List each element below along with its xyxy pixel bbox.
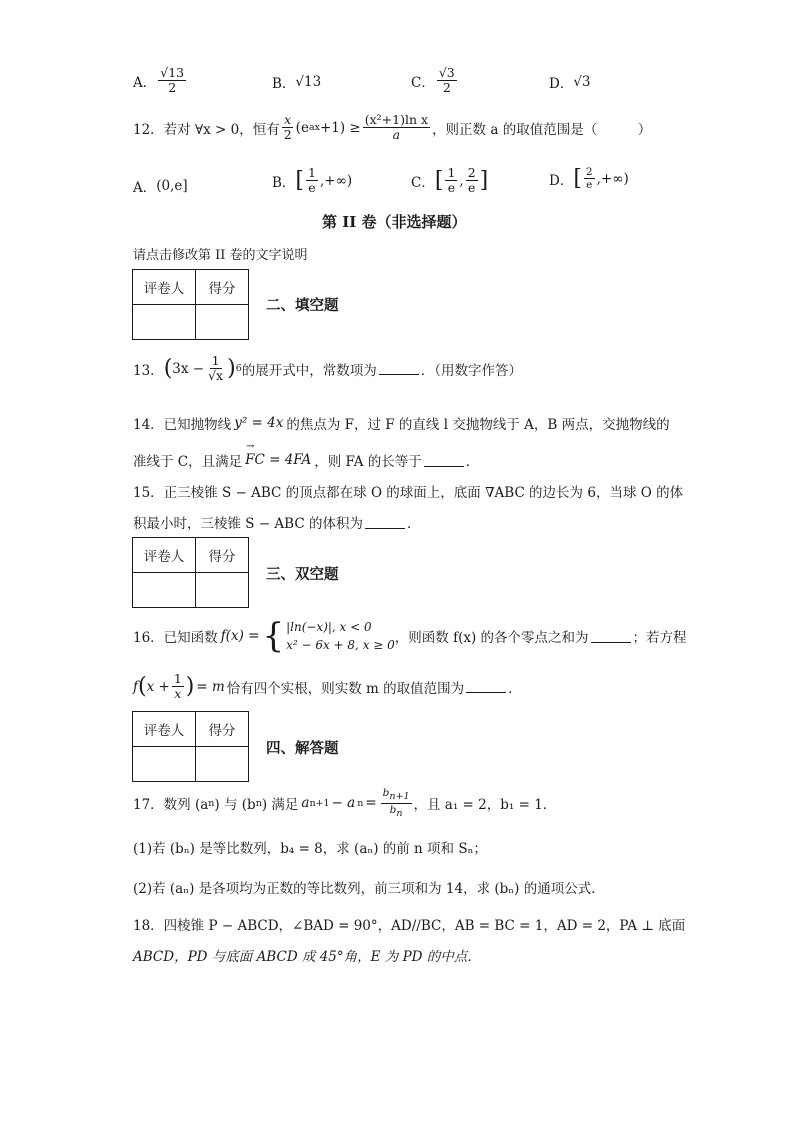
- option-value: √3: [573, 74, 591, 90]
- exponent: ax: [308, 122, 320, 134]
- bracket-open: [: [434, 167, 444, 193]
- q11-option-d: [549, 72, 591, 92]
- numerator: (x²+1)ln x: [364, 112, 429, 127]
- q16-f: f: [133, 678, 138, 695]
- case: x² − 6x + 8, x ≥ 0: [286, 638, 395, 652]
- q16-text: ．: [508, 680, 522, 697]
- fraction: [363, 113, 430, 143]
- numerator: 2: [467, 165, 476, 180]
- score-cell-score[interactable]: [196, 747, 249, 782]
- q17-text: ) 与 (b: [214, 797, 256, 814]
- fraction: [158, 66, 186, 96]
- numerator: √13: [160, 65, 185, 80]
- denominator: e: [447, 180, 456, 196]
- answer-blank[interactable]: [466, 680, 506, 693]
- brace: {: [262, 616, 285, 656]
- option-value: (0,e]: [156, 178, 188, 194]
- numerator: bn+1: [382, 787, 410, 802]
- option-value: √13: [295, 74, 322, 90]
- denominator: a: [392, 127, 401, 143]
- fraction: [306, 166, 318, 196]
- question-17-part-2: (2)若 (aₙ) 是各项均为正数的等比数列，前三项和为 14，求 (bₙ) 的通项公式．: [133, 881, 605, 897]
- denominator: 2: [442, 80, 451, 96]
- fraction: [437, 66, 457, 96]
- score-header-grader: 评卷人: [133, 712, 196, 747]
- q16-equation: = m: [196, 678, 225, 695]
- paren-close: ): [185, 673, 195, 699]
- question-12: [133, 113, 651, 143]
- q13-text: 的展开式中，常数项为: [241, 362, 377, 379]
- denominator: x: [174, 686, 182, 702]
- bracket-open: [: [295, 167, 305, 193]
- numerator: 1: [447, 165, 456, 180]
- question-17-line-1: 17．数列 (a n ) 与 (b n ) 满足 a n+1 − a n = $\frac{bn+1}{bn}$ ，且 a₁ = 2，b₁ = 1．: [133, 787, 557, 819]
- option-label: C．: [411, 174, 435, 191]
- q16-expr: x +: [146, 678, 170, 695]
- score-cell-score[interactable]: [196, 573, 249, 608]
- question-15-line-1: 15．正三棱锥 S − ABC 的顶点都在球 O 的球面上，底面 ∇ABC 的边长为 6，当球 O 的体: [133, 485, 684, 501]
- q16-text: 恰有四个实根，则实数 m 的取值范围为: [226, 680, 465, 697]
- q15-text: ．: [406, 516, 421, 532]
- denominator: 2: [283, 127, 292, 143]
- q11-option-b: [272, 72, 321, 92]
- score-header-score: 得分: [196, 270, 249, 305]
- numerator: 1: [308, 165, 316, 180]
- denominator-base: b: [389, 803, 397, 816]
- q12-option-b: [272, 166, 352, 196]
- score-header-score: 得分: [196, 538, 249, 573]
- q16-text: ；若方程: [632, 630, 687, 646]
- q12-option-a: [133, 176, 188, 196]
- denominator: bn: [389, 803, 403, 819]
- numerator-base: b: [382, 787, 390, 799]
- q16-text: ，则函数 f(x) 的各个零点之和为: [394, 630, 589, 646]
- score-table: [132, 269, 249, 340]
- option-label: D．: [549, 172, 574, 189]
- denominator: e: [586, 179, 593, 192]
- score-cell-grader[interactable]: [133, 305, 196, 340]
- fraction: [172, 672, 184, 702]
- option-label: C．: [411, 74, 435, 91]
- score-cell-score[interactable]: [196, 305, 249, 340]
- q16-text: 16．已知函数: [133, 630, 218, 646]
- q14-text: ，则 FA 的长等于: [314, 454, 422, 470]
- score-header-grader: 评卷人: [133, 270, 196, 305]
- score-table: [132, 711, 249, 782]
- question-15-line-2: [133, 512, 420, 532]
- q12-lhs-paren: (e: [295, 119, 309, 136]
- score-header-score: 得分: [196, 712, 249, 747]
- q12-lhs-tail: +1) ≥: [319, 119, 361, 136]
- q14-equation: y² = 4x: [234, 415, 284, 431]
- bracket-close: ]: [479, 167, 489, 193]
- fraction: [206, 354, 225, 384]
- denominator: e: [467, 180, 476, 196]
- q15-text: 积最小时，三棱锥 S − ABC 的体积为: [133, 516, 363, 532]
- section-heading-double-blank: 三、双空题: [266, 566, 339, 583]
- paren-close: ): [227, 355, 236, 381]
- piecewise-cases: [286, 618, 395, 654]
- q11-option-c: [411, 66, 459, 96]
- answer-blank[interactable]: [424, 454, 464, 467]
- option-label: A．: [133, 74, 157, 91]
- q11-option-a: [133, 66, 188, 96]
- answer-blank[interactable]: [365, 516, 405, 529]
- question-16-line-2: [133, 672, 522, 702]
- answer-blank[interactable]: [379, 362, 419, 375]
- paren-open: (: [138, 673, 147, 699]
- question-17-part-1: (1)若 (bₙ) 是等比数列，b₄ = 8，求 (aₙ) 的前 n 项和 Sₙ；: [133, 841, 487, 857]
- score-cell-grader[interactable]: [133, 573, 196, 608]
- numerator: 1: [173, 671, 182, 686]
- denominator: 2: [168, 80, 177, 96]
- paren-open: (: [163, 355, 173, 381]
- q13-expr: 3x −: [172, 360, 205, 377]
- numerator: √3: [438, 65, 455, 80]
- q12-prefix: 12．若对 ∀x > 0，恒有: [133, 121, 280, 138]
- fraction: [466, 166, 478, 196]
- q14-text: ．: [465, 454, 480, 470]
- fraction: [381, 787, 412, 820]
- q12-option-c: [411, 166, 488, 196]
- q12-suffix: ，则正数 a 的取值范围是（ ）: [432, 121, 652, 138]
- score-cell-grader[interactable]: [133, 747, 196, 782]
- score-table: [132, 537, 249, 608]
- case: |ln(−x)|, x < 0: [286, 620, 372, 634]
- comma: ,: [459, 172, 464, 189]
- q14-text: 14．已知抛物线: [133, 417, 232, 433]
- section-heading-solutions: 四、解答题: [266, 740, 339, 757]
- q17-text: 17．数列 (a: [133, 797, 209, 814]
- question-13: [133, 354, 522, 384]
- score-header-grader: 评卷人: [133, 538, 196, 573]
- q17-term: a: [301, 795, 310, 812]
- q17-text: ) 满足: [261, 797, 299, 814]
- denominator: e: [308, 180, 316, 196]
- q14-vector-equation: → FC = 4FA: [245, 452, 311, 468]
- option-label: D．: [549, 76, 574, 92]
- numerator: 2: [585, 166, 593, 178]
- option-label: B．: [272, 174, 296, 191]
- q13-number: 13．: [133, 362, 164, 379]
- question-16-line-1: [133, 618, 687, 654]
- bracket-open: [: [573, 165, 582, 191]
- option-tail: ,+∞): [319, 172, 353, 189]
- q14-text: 的焦点为 F，过 F 的直线 l 交抛物线于 A，B 两点，交抛物线的: [286, 417, 670, 433]
- section-heading-fill-in: 二、填空题: [266, 297, 339, 314]
- question-14-line-2: [133, 450, 479, 470]
- q17-minus: − a: [331, 795, 356, 812]
- answer-blank[interactable]: [591, 630, 631, 643]
- q16-function: f(x) =: [220, 628, 260, 644]
- option-label: A．: [133, 180, 157, 196]
- q12-option-d: [549, 166, 629, 191]
- exponent: 6: [235, 363, 242, 375]
- fraction: [282, 113, 294, 143]
- part2-note[interactable]: 请点击修改第 II 卷的文字说明: [133, 248, 308, 263]
- fraction: [445, 166, 457, 196]
- numerator: 1: [211, 353, 220, 368]
- q17-text: ，且 a₁ = 2，b₁ = 1．: [413, 797, 557, 814]
- q13-tail: ．（用数字作答）: [420, 362, 522, 379]
- question-18-line-1: 18．四棱锥 P − ABCD，∠BAD = 90°，AD//BC，AB = BC = 1，AD = 2，PA ⊥ 底面: [133, 918, 686, 934]
- fraction: [584, 166, 595, 191]
- denominator: √x: [208, 368, 224, 384]
- question-14-line-1: [133, 413, 670, 433]
- option-label: B．: [272, 76, 296, 92]
- q17-equals: =: [365, 795, 377, 812]
- q14-text: 准线于 C，且满足: [133, 454, 243, 470]
- part2-title: 第 II 卷（非选择题）: [322, 213, 467, 231]
- option-tail: ,+∞): [596, 170, 629, 187]
- numerator: x: [284, 112, 292, 127]
- question-18-line-2: ABCD，PD 与底面 ABCD 成 45°角，E 为 PD 的中点．: [133, 949, 481, 965]
